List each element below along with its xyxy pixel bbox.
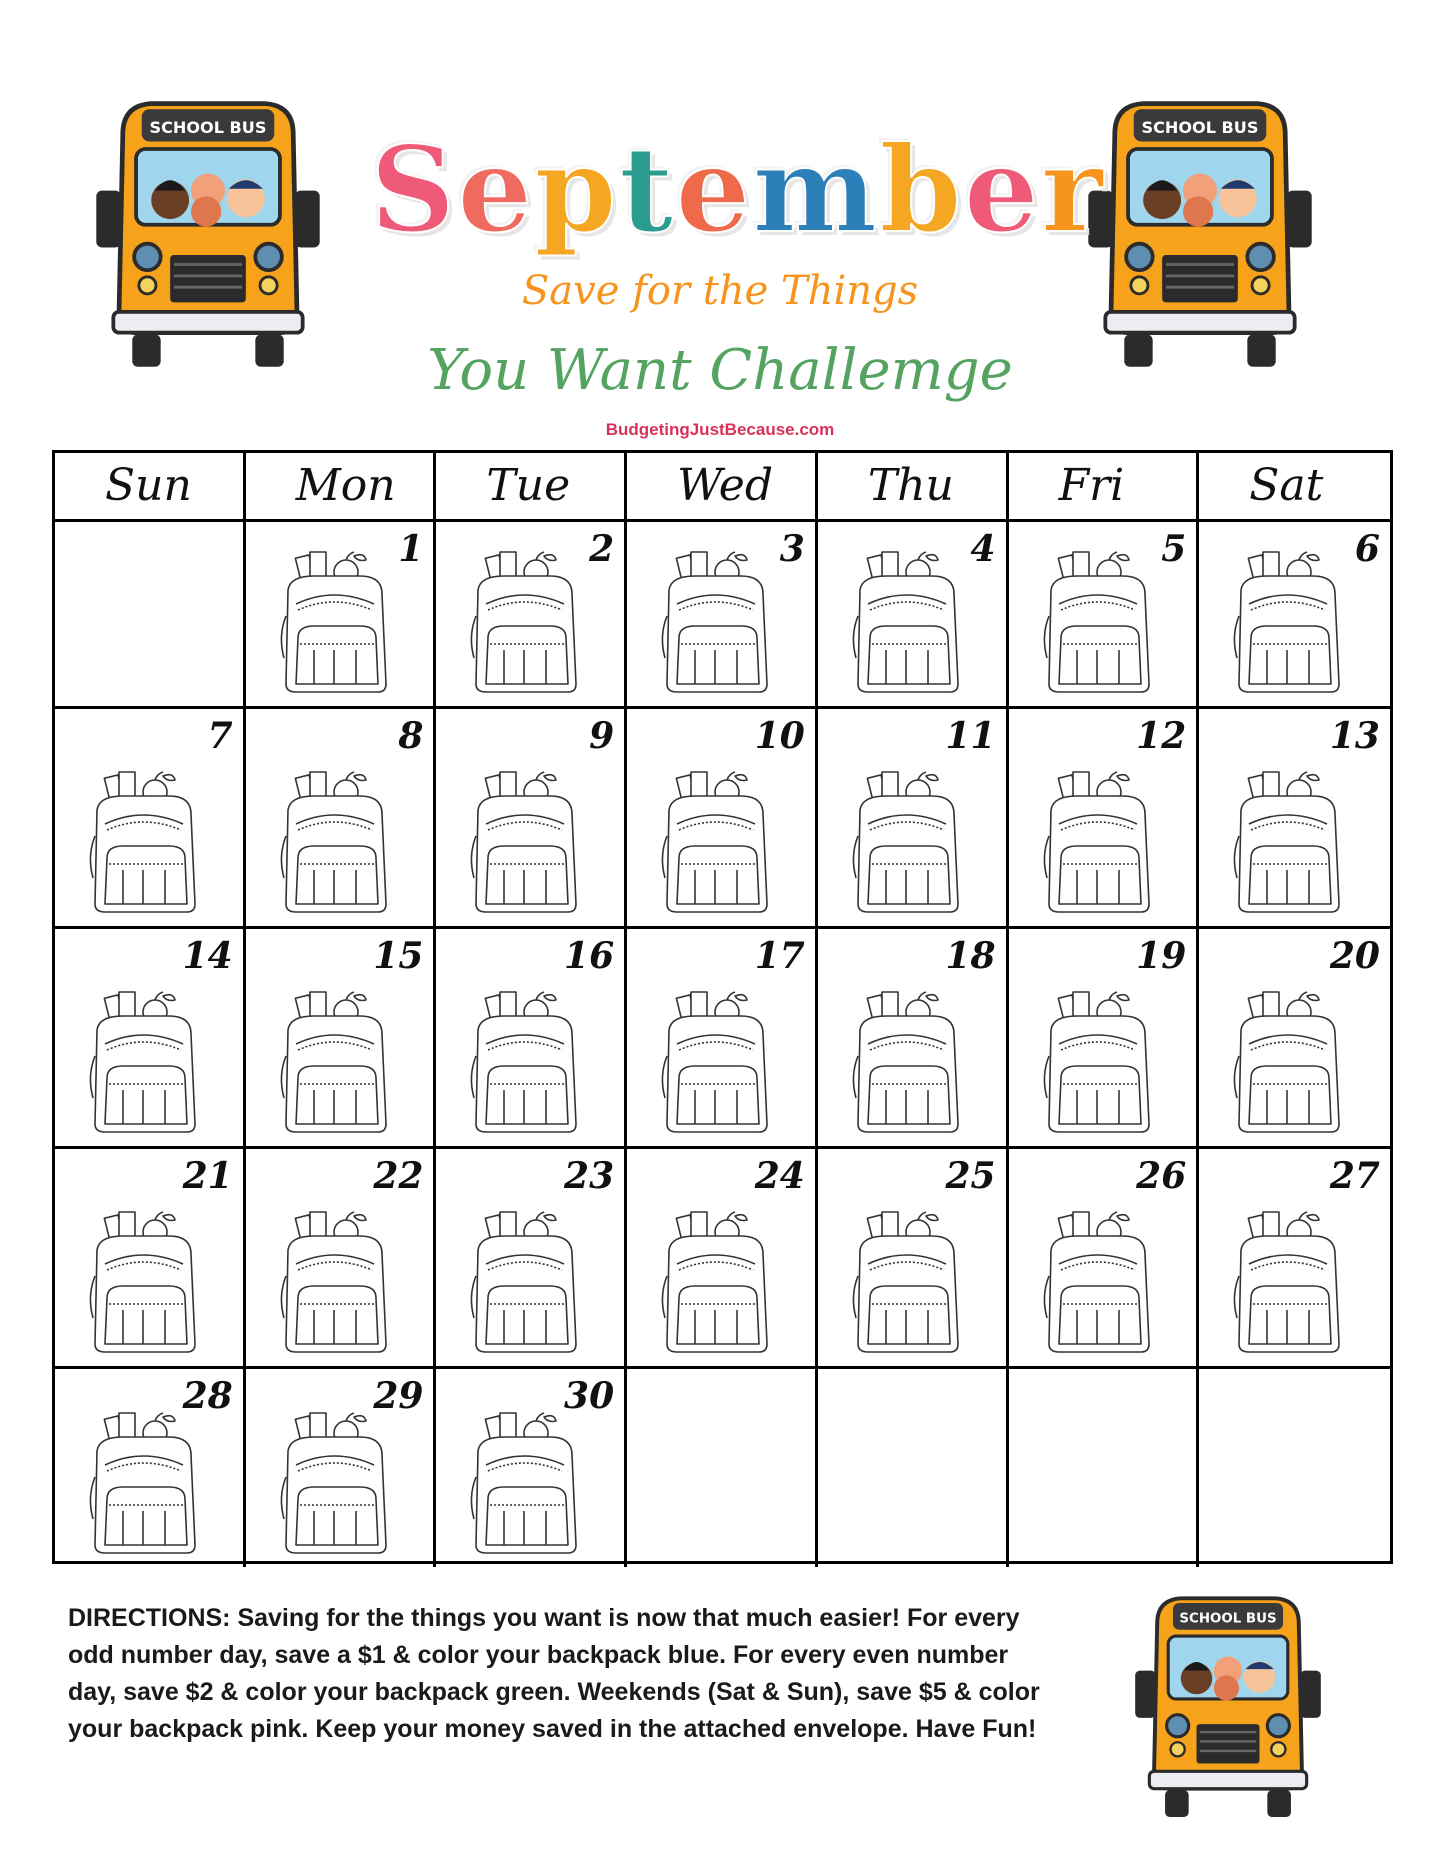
backpack-icon: [1227, 1206, 1347, 1356]
title-letter: t: [618, 120, 676, 259]
calendar-day-cell: [246, 1369, 437, 1567]
backpack-icon: [1037, 766, 1157, 916]
backpack-icon: [655, 766, 775, 916]
backpack-icon: [846, 766, 966, 916]
day-number: 29: [373, 1375, 424, 1417]
day-number: 20: [1329, 935, 1380, 977]
calendar-day-cell: [1199, 709, 1390, 929]
school-bus-icon: [1078, 96, 1322, 380]
calendar-day-cell: [55, 709, 246, 929]
day-number: 5: [1161, 528, 1187, 570]
title-letter: r: [1040, 120, 1106, 259]
day-number: 23: [564, 1155, 615, 1197]
calendar-grid: [52, 450, 1393, 1564]
calendar-day-cell: [436, 1149, 627, 1369]
title-letter: e: [963, 120, 1041, 259]
backpack-icon: [655, 986, 775, 1136]
weekday-header-sat: Sat: [1199, 453, 1390, 522]
calendar-day-cell: [627, 709, 818, 929]
day-number: 25: [945, 1155, 996, 1197]
backpack-icon: [83, 766, 203, 916]
weekday-header-tue: Tue: [436, 453, 627, 522]
backpack-icon: [846, 1206, 966, 1356]
backpack-icon: [464, 1206, 584, 1356]
weekday-header-wed: Wed: [627, 453, 818, 522]
title-letter: b: [879, 120, 964, 259]
calendar-day-cell: [1199, 1149, 1390, 1369]
calendar-day-cell: [55, 1369, 246, 1567]
directions-text: DIRECTIONS: Saving for the things you want is now that much easier! For every odd number day, save a $1 & color your backpack blue. For every even number day, save $2 & color your backpack green. Weekends (Sat & Sun), save $5 & color your backpack pink. Keep your money saved in the attached envelope. Have Fun!: [68, 1604, 1040, 1743]
backpack-icon: [83, 1407, 203, 1557]
day-number: 8: [398, 715, 424, 757]
day-number: 22: [373, 1155, 424, 1197]
backpack-icon: [274, 1407, 394, 1557]
backpack-icon: [655, 1206, 775, 1356]
day-number: 18: [945, 935, 996, 977]
calendar-day-cell: [627, 1149, 818, 1369]
day-number: 7: [207, 715, 233, 757]
day-number: 30: [564, 1375, 615, 1417]
calendar-day-cell: [246, 522, 437, 709]
calendar-day-cell: [436, 1369, 627, 1567]
calendar-empty-cell: [1009, 1369, 1200, 1567]
backpack-icon: [1227, 986, 1347, 1136]
title-letter: p: [534, 120, 619, 259]
calendar-day-cell: [436, 929, 627, 1149]
day-number: 9: [589, 715, 615, 757]
calendar-empty-cell: [55, 522, 246, 709]
calendar-day-cell: [818, 929, 1009, 1149]
backpack-icon: [655, 546, 775, 696]
calendar-day-cell: [1009, 1149, 1200, 1369]
day-number: 6: [1354, 528, 1380, 570]
weekday-header-fri: Fri: [1009, 453, 1200, 522]
weekday-header-thu: Thu: [818, 453, 1009, 522]
calendar-day-cell: [55, 1149, 246, 1369]
bus-sign-text: SCHOOL BUS: [1179, 1611, 1277, 1627]
day-number: 11: [945, 715, 996, 757]
backpack-icon: [274, 546, 394, 696]
day-number: 2: [589, 528, 615, 570]
day-number: 4: [970, 528, 996, 570]
day-number: 27: [1329, 1155, 1380, 1197]
calendar-day-cell: [818, 709, 1009, 929]
weekday-header-mon: Mon: [246, 453, 437, 522]
school-bus-icon: [1128, 1592, 1328, 1828]
backpack-icon: [846, 546, 966, 696]
backpack-icon: [274, 1206, 394, 1356]
page-title: [370, 120, 1106, 260]
calendar-day-cell: [246, 709, 437, 929]
day-number: 17: [754, 935, 805, 977]
backpack-icon: [1227, 766, 1347, 916]
day-number: 13: [1329, 715, 1380, 757]
calendar-day-cell: [436, 709, 627, 929]
backpack-icon: [1037, 986, 1157, 1136]
calendar-empty-cell: [818, 1369, 1009, 1567]
calendar-empty-cell: [1199, 1369, 1390, 1567]
calendar-day-cell: [1009, 929, 1200, 1149]
day-number: 1: [398, 528, 424, 570]
calendar-day-cell: [246, 929, 437, 1149]
backpack-icon: [846, 986, 966, 1136]
calendar-day-cell: [1199, 929, 1390, 1149]
calendar-day-cell: [55, 929, 246, 1149]
day-number: 12: [1136, 715, 1187, 757]
day-number: 24: [754, 1155, 805, 1197]
calendar-day-cell: [818, 1149, 1009, 1369]
day-number: 15: [373, 935, 424, 977]
day-number: 3: [779, 528, 805, 570]
calendar-day-cell: [1009, 709, 1200, 929]
backpack-icon: [1037, 546, 1157, 696]
backpack-icon: [274, 766, 394, 916]
backpack-icon: [464, 986, 584, 1136]
title-letter: e: [675, 120, 753, 259]
subtitle-challenge: You Want Challemge: [427, 338, 1013, 403]
title-letter: e: [457, 120, 535, 259]
backpack-icon: [83, 1206, 203, 1356]
day-number: 10: [754, 715, 805, 757]
title-letter: S: [370, 120, 458, 259]
subtitle-save-for-the-things: Save for the Things: [521, 268, 919, 314]
title-letter: m: [752, 120, 880, 259]
calendar-day-cell: [627, 929, 818, 1149]
calendar-day-cell: [246, 1149, 437, 1369]
calendar-empty-cell: [627, 1369, 818, 1567]
day-number: 19: [1136, 935, 1187, 977]
day-number: 21: [182, 1155, 233, 1197]
calendar-day-cell: [818, 522, 1009, 709]
backpack-icon: [274, 986, 394, 1136]
day-number: 16: [564, 935, 615, 977]
day-number: 14: [182, 935, 233, 977]
bus-sign-text: SCHOOL BUS: [1141, 117, 1259, 137]
school-bus-icon: [86, 96, 330, 380]
backpack-icon: [1037, 1206, 1157, 1356]
calendar-day-cell: [627, 522, 818, 709]
calendar-day-cell: [436, 522, 627, 709]
backpack-icon: [1227, 546, 1347, 696]
weekday-header-sun: Sun: [55, 453, 246, 522]
backpack-icon: [83, 986, 203, 1136]
calendar-day-cell: [1009, 522, 1200, 709]
day-number: 26: [1136, 1155, 1187, 1197]
website-url: BudgetingJustBecause.com: [605, 420, 835, 439]
bus-sign-text: SCHOOL BUS: [149, 117, 267, 137]
backpack-icon: [464, 766, 584, 916]
day-number: 28: [182, 1375, 233, 1417]
backpack-icon: [464, 1407, 584, 1557]
backpack-icon: [464, 546, 584, 696]
calendar-day-cell: [1199, 522, 1390, 709]
